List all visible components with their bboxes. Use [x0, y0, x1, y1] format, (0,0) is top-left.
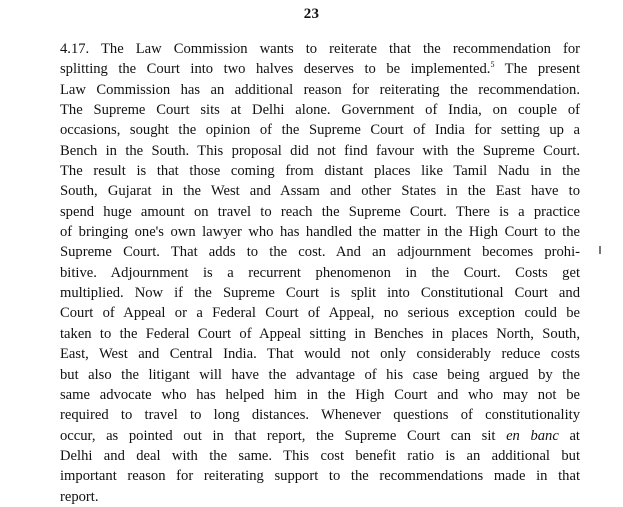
paragraph-line: Court of Appeal or a Federal Court of Appeal, no serious exception could be	[60, 305, 580, 322]
paragraph-line: occasions, sought the opinion of the Supreme Court of India for setting up a	[60, 122, 580, 139]
paragraph-line: The result is that those coming from distant places like Tamil Nadu in the	[60, 163, 580, 180]
page-number: 23	[303, 6, 320, 22]
paragraph-line: spend huge amount on travel to reach the Supreme Court. There is a practice	[60, 203, 580, 220]
scan-mark	[599, 246, 601, 254]
paragraph-line: but also the litigant will have the advantage of his case being argued by the	[60, 366, 580, 383]
footnote-reference: 5	[490, 60, 495, 70]
paragraph-line: important reason for reiterating support to the recommendations made in that	[60, 468, 580, 485]
italic-term: en banc	[506, 427, 559, 444]
paragraph-line: Law Commission has an additional reason for reiterating the recommendation.	[60, 81, 580, 98]
paragraph-line: The Supreme Court sits at Delhi alone. Government of India, on couple of	[60, 102, 580, 119]
paragraph-line: splitting the Court into two halves deserves to be implemented.$^5$ The present	[60, 60, 580, 78]
paragraph-line: Bench in the South. This proposal did not find favour with the Supreme Court.	[60, 142, 580, 159]
paragraph-line: taken to the Federal Court of Appeal sitting in Benches in places North, South,	[60, 325, 580, 342]
paragraph-line: Supreme Court. That adds to the cost. And an adjournment becomes prohi-	[60, 244, 580, 261]
paragraph-line: required to travel to long distances. Whenever questions of constitutionality	[60, 407, 580, 424]
paragraph-line: occur, as pointed out in that report, the Supreme Court can sit en banc at	[60, 427, 580, 444]
paragraph-line: bitive. Adjournment is a recurrent phenomenon in the Court. Costs get	[60, 264, 580, 281]
paragraph-line: South, Gujarat in the West and Assam and other States in the East have to	[60, 183, 580, 200]
paragraph-line: of bringing one's own lawyer who has handled the matter in the High Court to the	[60, 224, 580, 241]
paragraph-line: same advocate who has helped him in the High Court and who may not be	[60, 386, 580, 403]
section-number: 4.17.	[60, 41, 90, 57]
paragraph-line: Delhi and deal with the same. This cost benefit ratio is an additional but	[60, 447, 580, 464]
paragraph-line: report.	[60, 488, 99, 505]
paragraph-4-17	[60, 39, 580, 507]
paragraph-line: 4.17. The Law Commission wants to reiterate that the recommendation for	[60, 41, 580, 57]
paragraph-line: multiplied. Now if the Supreme Court is split into Constitutional Court and	[60, 285, 580, 302]
paragraph-line: East, West and Central India. That would not only considerably reduce costs	[60, 346, 580, 363]
